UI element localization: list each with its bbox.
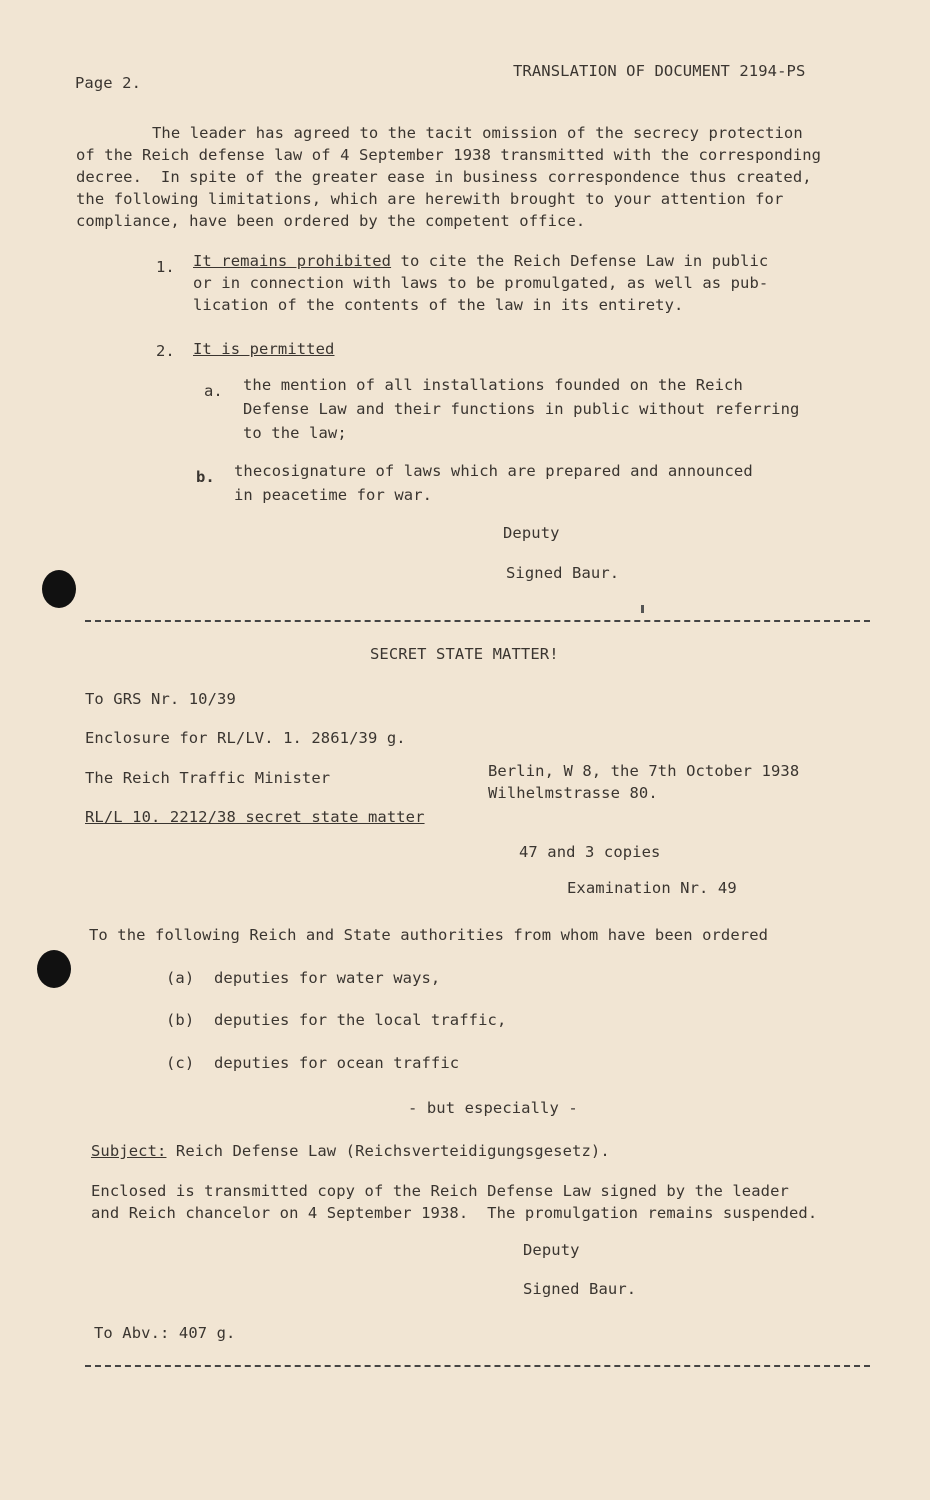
list-b-text: deputies for the local traffic,: [214, 1011, 507, 1029]
intro-line-3: decree. In spite of the greater ease in business correspondence thus created,: [76, 168, 812, 186]
punch-hole-top: [42, 570, 76, 608]
item-2a-line-3: to the law;: [243, 424, 347, 442]
item-2-number: 2.: [156, 342, 175, 360]
subject-line: [91, 1140, 610, 1162]
item-2-lead: It is permitted: [193, 340, 335, 358]
letter-enclosure: Enclosure for RL/LV. 1. 2861/39 g.: [85, 729, 406, 747]
list-a-label: (a): [166, 969, 195, 987]
signature-1-role: Deputy: [503, 524, 560, 542]
dashed-separator-bottom: [85, 1365, 870, 1367]
letter-street: Wilhelmstrasse 80.: [488, 784, 658, 802]
punch-hole-bottom: [37, 950, 71, 988]
letter-body-line-2: and Reich chancelor on 4 September 1938. The promulgation remains suspended.: [91, 1204, 818, 1222]
list-a-text: deputies for water ways,: [214, 969, 441, 987]
letter-to-grs: To GRS Nr. 10/39: [85, 690, 236, 708]
item-2a-label: a.: [204, 382, 223, 400]
dashed-separator-top: [85, 620, 870, 622]
letter-reference: RL/L 10. 2212/38 secret state matter: [85, 808, 425, 826]
item-2b-label: b.: [196, 468, 215, 486]
letter-sender: The Reich Traffic Minister: [85, 769, 331, 787]
page-number: Page 2.: [75, 74, 142, 92]
to-abv: To Abv.: 407 g.: [94, 1324, 236, 1342]
item-2b-line-2: in peacetime for war.: [234, 486, 433, 504]
item-2b-line-1: thecosignature of laws which are prepared and announced: [234, 462, 753, 480]
signature-2-role: Deputy: [523, 1241, 580, 1259]
letter-recipients: To the following Reich and State authorities from whom have been ordered: [89, 926, 769, 944]
list-b-label: (b): [166, 1011, 195, 1029]
item-1-rest: to cite the Reich Defense Law in public: [391, 252, 769, 270]
subject-label: Subject:: [91, 1142, 167, 1160]
intro-line-1: The leader has agreed to the tacit omission of the secrecy protection: [152, 124, 803, 142]
item-1-line-3: lication of the contents of the law in its entirety.: [193, 296, 684, 314]
signature-2-name: Signed Baur.: [523, 1280, 637, 1298]
letter-copies: 47 and 3 copies: [519, 843, 661, 861]
item-1-line-2: or in connection with laws to be promulgated, as well as pub-: [193, 274, 769, 292]
letter-heading: SECRET STATE MATTER!: [370, 645, 559, 663]
intro-line-2: of the Reich defense law of 4 September 1938 transmitted with the corresponding: [76, 146, 822, 164]
letter-place-date: Berlin, W 8, the 7th October 1938: [488, 762, 800, 780]
subject-text: Reich Defense Law (Reichsverteidigungsgesetz).: [166, 1142, 610, 1160]
item-1-first-line: [193, 250, 768, 272]
intro-line-5: compliance, have been ordered by the competent office.: [76, 212, 586, 230]
list-c-text: deputies for ocean traffic: [214, 1054, 460, 1072]
letter-body-line-1: Enclosed is transmitted copy of the Reich Defense Law signed by the leader: [91, 1182, 789, 1200]
letter-examination: Examination Nr. 49: [567, 879, 737, 897]
document-title: TRANSLATION OF DOCUMENT 2194-PS: [513, 62, 806, 80]
list-c-label: (c): [166, 1054, 195, 1072]
signature-1-name: Signed Baur.: [506, 564, 620, 582]
intro-line-4: the following limitations, which are herewith brought to your attention for: [76, 190, 784, 208]
but-especially: - but especially -: [408, 1099, 578, 1117]
item-2a-line-2: Defense Law and their functions in public without referring: [243, 400, 800, 418]
separator-mark: [641, 605, 644, 613]
item-1-lead: It remains prohibited: [193, 252, 392, 270]
item-1-number: 1.: [156, 258, 175, 276]
item-2a-line-1: the mention of all installations founded on the Reich: [243, 376, 743, 394]
